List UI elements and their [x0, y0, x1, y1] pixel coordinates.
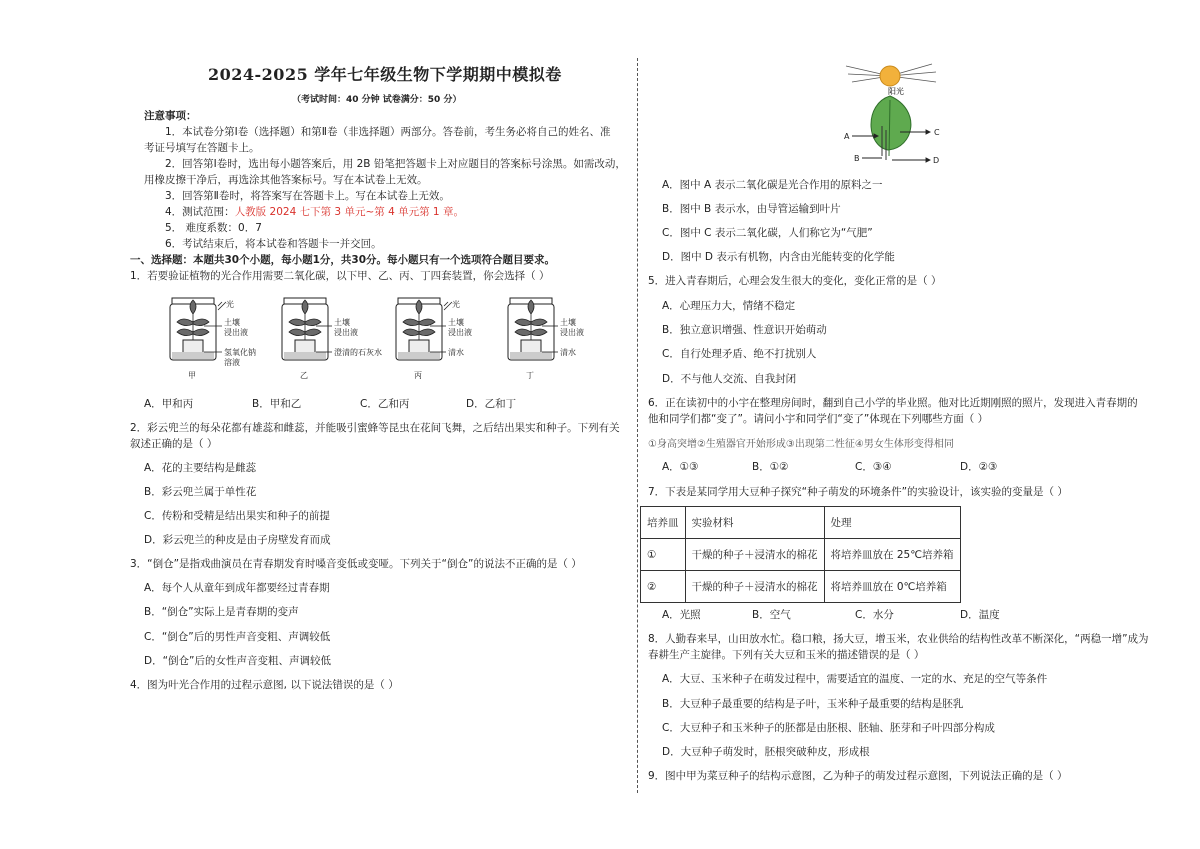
- q1-option-b[interactable]: B．甲和乙: [252, 398, 302, 410]
- light-label-jia: 光: [226, 300, 234, 309]
- soil-label: 土壤: [334, 318, 350, 327]
- light-label-bing: 光: [452, 300, 460, 309]
- q2-option-a[interactable]: A．花的主要结构是雌蕊: [144, 462, 257, 474]
- q1-apparatus-figure: [168, 292, 588, 384]
- question-4-stem: 4．图为叶光合作用的过程示意图, 以下说法错误的是（ ）: [130, 679, 399, 691]
- liquid-label-yi: 澄清的石灰水: [334, 348, 382, 357]
- label-c: C: [934, 128, 940, 137]
- question-5-stem: 5．进入青春期后，心理会发生很大的变化，变化正常的是（ ）: [648, 275, 942, 287]
- q7-option-d[interactable]: D．温度: [960, 609, 1000, 621]
- q8-option-a[interactable]: A．大豆、玉米种子在萌发过程中，需要适宜的温度、一定的水、充足的空气等条件: [662, 673, 1048, 685]
- q5-option-b[interactable]: B．独立意识增强、性意识开始萌动: [662, 324, 827, 336]
- label-d: D: [933, 156, 940, 165]
- soil-label: 浸出液: [224, 328, 248, 337]
- notes-heading: 注意事项：: [144, 110, 197, 122]
- test-range: 人教版 2024 七下第 3 单元~第 4 单元第 1 章。: [234, 206, 464, 218]
- sun-label: 阳光: [888, 87, 904, 96]
- q1-option-d[interactable]: D．乙和丁: [466, 398, 517, 410]
- liquid-label-bing: 清水: [448, 348, 464, 357]
- question-7-stem: 7．下表是某同学用大豆种子探究“种子萌发的环境条件”的实验设计，该实验的变量是（ ）: [648, 486, 1068, 498]
- jar-ding: [508, 298, 554, 360]
- q2-option-d[interactable]: D．彩云兜兰的种皮是由子房壁发育而成: [144, 534, 331, 546]
- table-header: 实验材料: [685, 507, 824, 539]
- jar-label-yi: 乙: [300, 371, 308, 380]
- note-line: 考证号填写在答题卡上。: [144, 142, 260, 154]
- table-header: 培养皿: [641, 507, 686, 539]
- section-heading: 一、选择题：本题共30个小题，每小题1分，共30分。每小题只有一个选项符合题目要求。: [130, 254, 556, 266]
- table-cell: 干燥的种子＋浸清水的棉花: [685, 571, 824, 603]
- q8-option-b[interactable]: B．大豆种子最重要的结构是子叶，玉米种子最重要的结构是胚乳: [662, 698, 964, 710]
- jar-label-bing: 丙: [414, 371, 422, 380]
- table-header-row: [641, 507, 961, 539]
- q7-option-c[interactable]: C．水分: [855, 609, 894, 621]
- table-cell: 将培养皿放在 25℃培养箱: [824, 539, 960, 571]
- q3-option-d[interactable]: D．“倒仓”后的女性声音变粗、声调较低: [144, 655, 331, 667]
- note-5: 5． 难度系数：0．7: [165, 222, 262, 234]
- q6-option-c[interactable]: C．③④: [855, 461, 892, 473]
- q2-option-b[interactable]: B．彩云兜兰属于单性花: [144, 486, 257, 498]
- question-1-stem: 1．若要验证植物的光合作用需要二氧化碳，以下甲、乙、丙、丁四套装置，你会选择（ ）: [130, 270, 550, 282]
- q1-option-a[interactable]: A．甲和丙: [144, 398, 194, 410]
- q7-option-a[interactable]: A．光照: [662, 609, 701, 621]
- jar-bing: [396, 298, 442, 360]
- question-6-stem: 6．正在读初中的小宇在整理房间时，翻到自己小学的毕业照。他对比近期刚照的照片，发现进入青春期的: [648, 397, 1138, 409]
- note-line: 3．回答第Ⅱ卷时，将答案写在答题卡上。写在本试卷上无效。: [165, 190, 450, 202]
- q8-option-c[interactable]: C．大豆种子和玉米种子的胚都是由胚根、胚轴、胚芽和子叶四部分构成: [662, 722, 995, 734]
- question-8-stem: 8．人勤春来早，山田放水忙。稳口粮，扬大豆，增玉米，农业供给的结构性改革不断深化，“两稳一增”成为: [648, 633, 1149, 645]
- experiment-table: [640, 506, 961, 603]
- question-2-stem: 2．彩云兜兰的每朵花都有雄蕊和雌蕊，并能吸引蜜蜂等昆虫在花间飞舞，之后结出果实和种子。下列有关: [130, 422, 620, 434]
- table-row: [641, 571, 961, 603]
- table-cell: 干燥的种子＋浸清水的棉花: [685, 539, 824, 571]
- soil-label: 浸出液: [334, 328, 358, 337]
- soil-label: 土壤: [224, 318, 240, 327]
- photosynthesis-leaf-figure: [836, 60, 946, 168]
- table-header: 处理: [824, 507, 960, 539]
- note-6: 6．考试结束后，将本试卷和答题卡一并交回。: [165, 238, 382, 250]
- jar-yi: [282, 298, 328, 360]
- q1-option-c[interactable]: C．乙和丙: [360, 398, 410, 410]
- q5-option-a[interactable]: A．心理压力大，情绪不稳定: [662, 300, 796, 312]
- soil-label: 浸出液: [560, 328, 584, 337]
- exam-info: （考试时间：40 分钟 试卷满分：50 分）: [292, 95, 462, 105]
- soil-label: 浸出液: [448, 328, 472, 337]
- q3-option-b[interactable]: B．“倒仓”实际上是青春期的变声: [144, 606, 299, 618]
- q6-items: ①身高突增②生殖器官开始形成③出现第二性征④男女生体形变得相同: [648, 439, 954, 450]
- label-a: A: [844, 132, 850, 141]
- soil-label: 土壤: [560, 318, 576, 327]
- question-3-stem: 3．“倒仓”是指戏曲演员在青春期发育时嗓音变低或变哑。下列关于“倒仓”的说法不正确的是（ ）: [130, 558, 582, 570]
- liquid-label-ding: 清水: [560, 348, 576, 357]
- question-8-stem: 春耕生产主旋律。下列有关大豆和玉米的描述错误的是（ ）: [648, 649, 925, 661]
- jar-jia: [170, 298, 216, 360]
- note-line: 1．本试卷分第Ⅰ卷（选择题）和第Ⅱ卷（非选择题）两部分。答卷前，考生务必将自己的姓名、准: [165, 126, 611, 138]
- jar-label-ding: 丁: [526, 371, 534, 380]
- question-6-stem: 他和同学们都“变了”。请问小宇和同学们“变了”体现在下列哪些方面（ ）: [648, 413, 989, 425]
- q8-option-d[interactable]: D．大豆种子萌发时，胚根突破种皮，形成根: [662, 746, 870, 758]
- q2-option-c[interactable]: C．传粉和受精是结出果实和种子的前提: [144, 510, 330, 522]
- note-line: 2．回答第Ⅰ卷时，选出每小题答案后，用 2B 铅笔把答题卡上对应题目的答案标号涂黑。如需改动，: [165, 158, 626, 170]
- q3-option-a[interactable]: A．每个人从童年到成年都要经过青春期: [144, 582, 330, 594]
- q7-option-b[interactable]: B．空气: [752, 609, 791, 621]
- q4-option-b[interactable]: B．图中 B 表示水，由导管运输到叶片: [662, 203, 841, 215]
- q6-option-a[interactable]: A．①③: [662, 461, 699, 473]
- q3-option-c[interactable]: C．“倒仓”后的男性声音变粗、声调较低: [144, 631, 331, 643]
- q6-option-b[interactable]: B．①②: [752, 461, 789, 473]
- soil-label: 土壤: [448, 318, 464, 327]
- q4-option-a[interactable]: A．图中 A 表示二氧化碳是光合作用的原料之一: [662, 179, 883, 191]
- table-row: [641, 539, 961, 571]
- page-title: 2024-2025 学年七年级生物下学期期中模拟卷: [208, 65, 562, 84]
- q6-option-d[interactable]: D．②③: [960, 461, 998, 473]
- question-2-stem: 叙述正确的是（ ）: [130, 438, 218, 450]
- question-9-stem: 9．图中甲为菜豆种子的结构示意图，乙为种子的萌发过程示意图，下列说法正确的是（ ）: [648, 770, 1068, 782]
- liquid-label-jia: 氢氧化钠: [224, 348, 256, 357]
- q5-option-c[interactable]: C．自行处理矛盾、绝不打扰别人: [662, 348, 817, 360]
- column-divider: [637, 58, 639, 793]
- jar-label-jia: 甲: [188, 371, 196, 380]
- note-4: [165, 204, 464, 219]
- q5-option-d[interactable]: D．不与他人交流、自我封闭: [662, 373, 797, 385]
- q4-option-c[interactable]: C．图中 C 表示二氧化碳，人们称它为“气肥”: [662, 227, 873, 239]
- q4-option-d[interactable]: D．图中 D 表示有机物，内含由光能转变的化学能: [662, 251, 895, 263]
- note-4-prefix: 4．测试范围：: [165, 206, 235, 218]
- table-cell: 将培养皿放在 0℃培养箱: [824, 571, 960, 603]
- liquid-label-jia: 溶液: [224, 358, 240, 367]
- label-b: B: [854, 154, 860, 163]
- table-cell: ②: [641, 571, 686, 603]
- table-cell: ①: [641, 539, 686, 571]
- note-line: 用橡皮擦干净后，再选涂其他答案标号。写在本试卷上无效。: [144, 174, 428, 186]
